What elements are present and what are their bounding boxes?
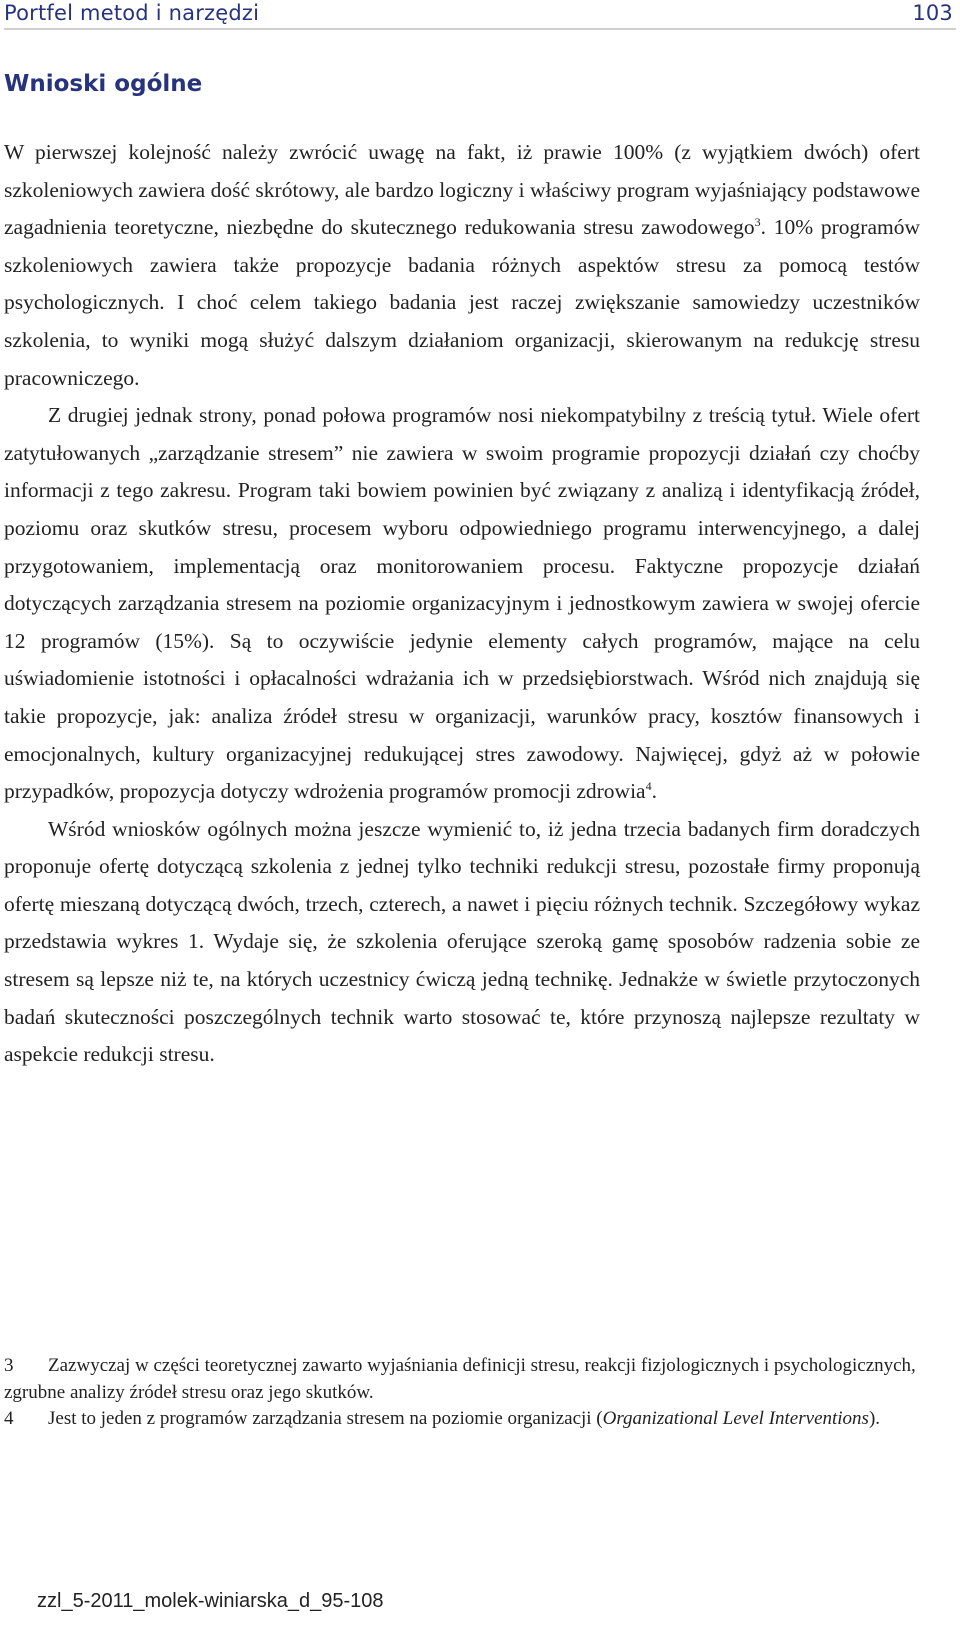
footnote-3: [4, 1353, 920, 1406]
footnote-ref-4: 4: [645, 778, 652, 793]
footnote-number: 4: [4, 1408, 14, 1429]
section-title: Wnioski ogólne: [4, 71, 203, 97]
footnote-text: Jest to jeden z programów zarządzania stresem na poziomie organizacji (: [48, 1408, 603, 1429]
file-label: zzl_5-2011_molek-winiarska_d_95-108: [37, 1590, 384, 1612]
page-number: 103: [912, 1, 953, 25]
footnote-number: 3: [4, 1355, 14, 1376]
paragraph-3: Wśród wniosków ogólnych można jeszcze wymienić to, iż jedna trzecia badanych firm doradczych proponuje ofertę dotyczącą szkolenia z jednej tylko techniki redukcji stresu, pozostałe firmy proponują ofertę mieszaną dotyczącą dwóch, trzech, czterech, a nawet i pięciu różnych technik. Szczegółowy wykaz przedstawia wykres 1. Wydaje się, że szkolenia oferujące szeroką gamę sposobów radzenia sobie ze stresem są lepsze niż te, na których uczestnicy ćwiczą jedną technikę. Jednakże w świetle przytoczonych badań skuteczności poszczególnych technik warto stosować te, które przynoszą najlepsze rezultaty w aspekcie redukcji stresu.: [4, 816, 920, 1067]
body-text: [4, 134, 920, 1074]
paragraph-2-text-a: Z drugiej jednak strony, ponad połowa programów nosi niekompatybilny z treścią tytuł. Wiele ofert zatytułowanych „zarządzanie stresem” nie zawiera w swoim programie propozycji działań czy choćby informacji z tego zakresu. Program taki bowiem powinien być związany z analizą i identyfikacją źródeł, poziomu oraz skutków stresu, procesem wyboru odpowiedniego programu interwencyjnego, a dalej przygotowaniem, implementacją oraz monitorowaniem procesu. Faktyczne propozycje działań dotyczących zarządzania stresem na poziomie organizacyjnym i jednostkowym zawiera w swojej ofercie 12 programów (15%). Są to oczywiście jedynie elementy całych programów, mające na celu uświadomienie istotności i opłacalności wdrażania ich w przedsiębiorstwach. Wśród nich znajdują się takie propozycje, jak: analiza źródeł stresu w organizacji, warunków pracy, kosztów finansowych i emocjonalnych, kultury organizacyjnej redukującej stres zawodowy. Najwięcej, gdyż aż w połowie przypadków, propozycja dotyczy wdrożenia programów promocji zdrowia: [4, 403, 920, 804]
footnotes: [4, 1353, 920, 1433]
paragraph-2: [4, 397, 920, 811]
paragraph-1-text-a: W pierwszej kolejność należy zwrócić uwagę na fakt, iż prawie 100% (z wyjątkiem dwóch) ofert szkoleniowych zawiera dość skrótowy, ale bardzo logiczny i właściwy program wyjaśniający podstawowe zagadnienia teoretyczne, niezbędne do skutecznego redukowania stresu zawodowego: [4, 140, 920, 240]
paragraph-2-text-b: .: [651, 779, 657, 804]
footnote-ref-3: 3: [754, 215, 761, 230]
page-header: [4, 0, 956, 30]
paragraph-1-text-b: . 10% programów szkoleniowych zawiera także propozycje badania różnych aspektów stresu za pomocą testów psychologicznych. I choć celem takiego badania jest raczej zwiększanie samowiedzy uczestników szkolenia, to wyniki mogą służyć dalszym działaniom organizacji, skierowanym na redukcję stresu pracowniczego.: [4, 215, 921, 390]
footnote-text-end: ).: [868, 1408, 881, 1429]
footnote-italic-term: Organizational Level Interventions: [602, 1408, 869, 1429]
paragraph-1: [4, 134, 920, 397]
footnote-text: Zazwyczaj w części teoretycznej zawarto wyjaśniania definicji stresu, reakcji fizjologicznych i psychologicznych, zgrubne analizy źródeł stresu oraz jego skutków.: [4, 1355, 916, 1403]
running-title: Portfel metod i narzędzi: [4, 1, 260, 25]
footnote-4: [4, 1406, 920, 1433]
